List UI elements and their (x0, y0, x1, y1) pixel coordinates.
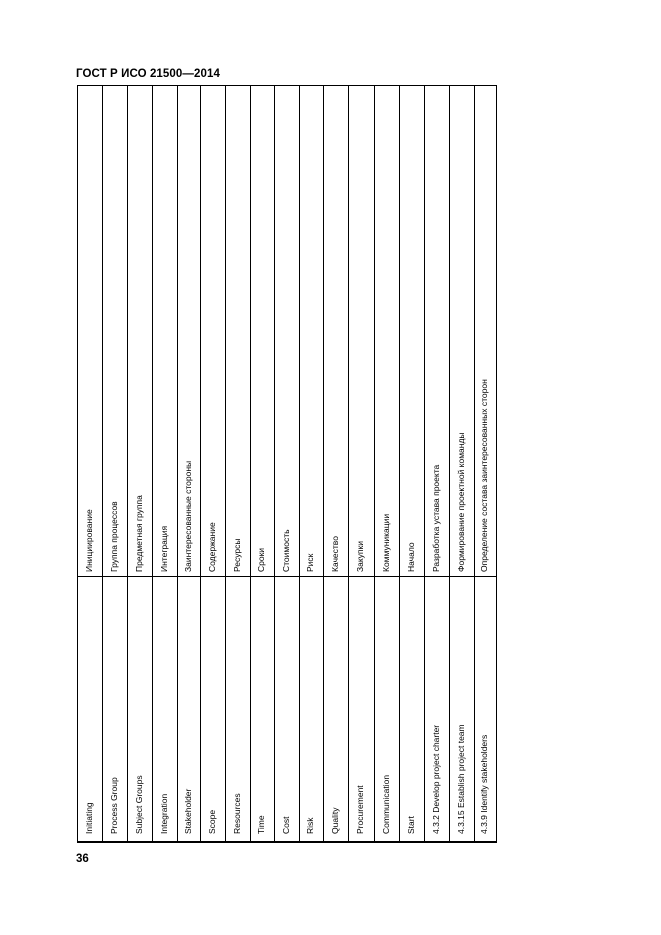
term-english: Initiating (84, 802, 94, 834)
table-row-separator (399, 86, 400, 841)
term-russian: Закупки (355, 541, 365, 572)
page-number: 36 (76, 853, 89, 865)
term-russian: Разработка устава проекта (430, 464, 441, 572)
term-russian: Ресурсы (231, 538, 242, 572)
term-russian: Содержание (206, 522, 217, 572)
table-row-separator (348, 86, 349, 841)
term-russian: Качество (329, 536, 340, 572)
table-row-separator (250, 86, 251, 841)
term-russian: Риск (305, 553, 315, 572)
term-english: 4.3.2 Develop project charter (430, 724, 441, 834)
term-russian: Коммуникации (380, 513, 391, 572)
term-english: 4.3.15 Establish project team (455, 724, 466, 834)
term-russian: Формирование проектной команды (455, 432, 466, 572)
term-english: Quality (329, 807, 340, 834)
term-russian: Сроки (256, 547, 266, 572)
term-english: Integration (158, 793, 169, 834)
term-russian: Начало (405, 542, 416, 572)
term-russian: Предметная группа (133, 495, 144, 572)
table-row-separator (424, 86, 425, 841)
document-header: ГОСТ Р ИСО 21500—2014 (76, 68, 221, 80)
term-english: Risk (305, 817, 315, 834)
term-english: Resources (231, 793, 242, 834)
table-row-separator (102, 86, 103, 841)
term-russian: Интеграция (158, 525, 169, 572)
term-english: Procurement (355, 785, 365, 834)
term-english: Process Group (108, 777, 119, 834)
term-english: Start (405, 816, 416, 834)
table-row-separator (200, 86, 201, 841)
table-row-separator (127, 86, 128, 841)
table-row-separator (449, 86, 450, 841)
term-russian: Инициирование (84, 509, 94, 572)
table-row-separator (225, 86, 226, 841)
term-english: 4.3.9 Identify stakeholders (479, 734, 489, 834)
term-russian: Определение состава заинтересованных сторон (479, 379, 489, 572)
table-row-separator (152, 86, 153, 841)
table-row-separator (474, 86, 475, 841)
term-russian: Стоимость (280, 529, 291, 572)
table-row-separator (374, 86, 375, 841)
term-english: Time (256, 815, 266, 834)
table-row-separator (323, 86, 324, 841)
table-row-separator (177, 86, 178, 841)
table-column-divider (78, 576, 496, 577)
term-english: Scope (206, 809, 217, 834)
terminology-table (77, 85, 497, 843)
term-english: Cost (280, 816, 291, 834)
term-russian: Группа процессов (108, 501, 119, 572)
term-english: Stakeholder (182, 788, 193, 834)
term-russian: Заинтересованные стороны (182, 460, 193, 572)
table-row-separator (299, 86, 300, 841)
table-row-separator (274, 86, 275, 841)
term-english: Communication (380, 774, 391, 834)
term-english: Subject Groups (133, 775, 144, 834)
